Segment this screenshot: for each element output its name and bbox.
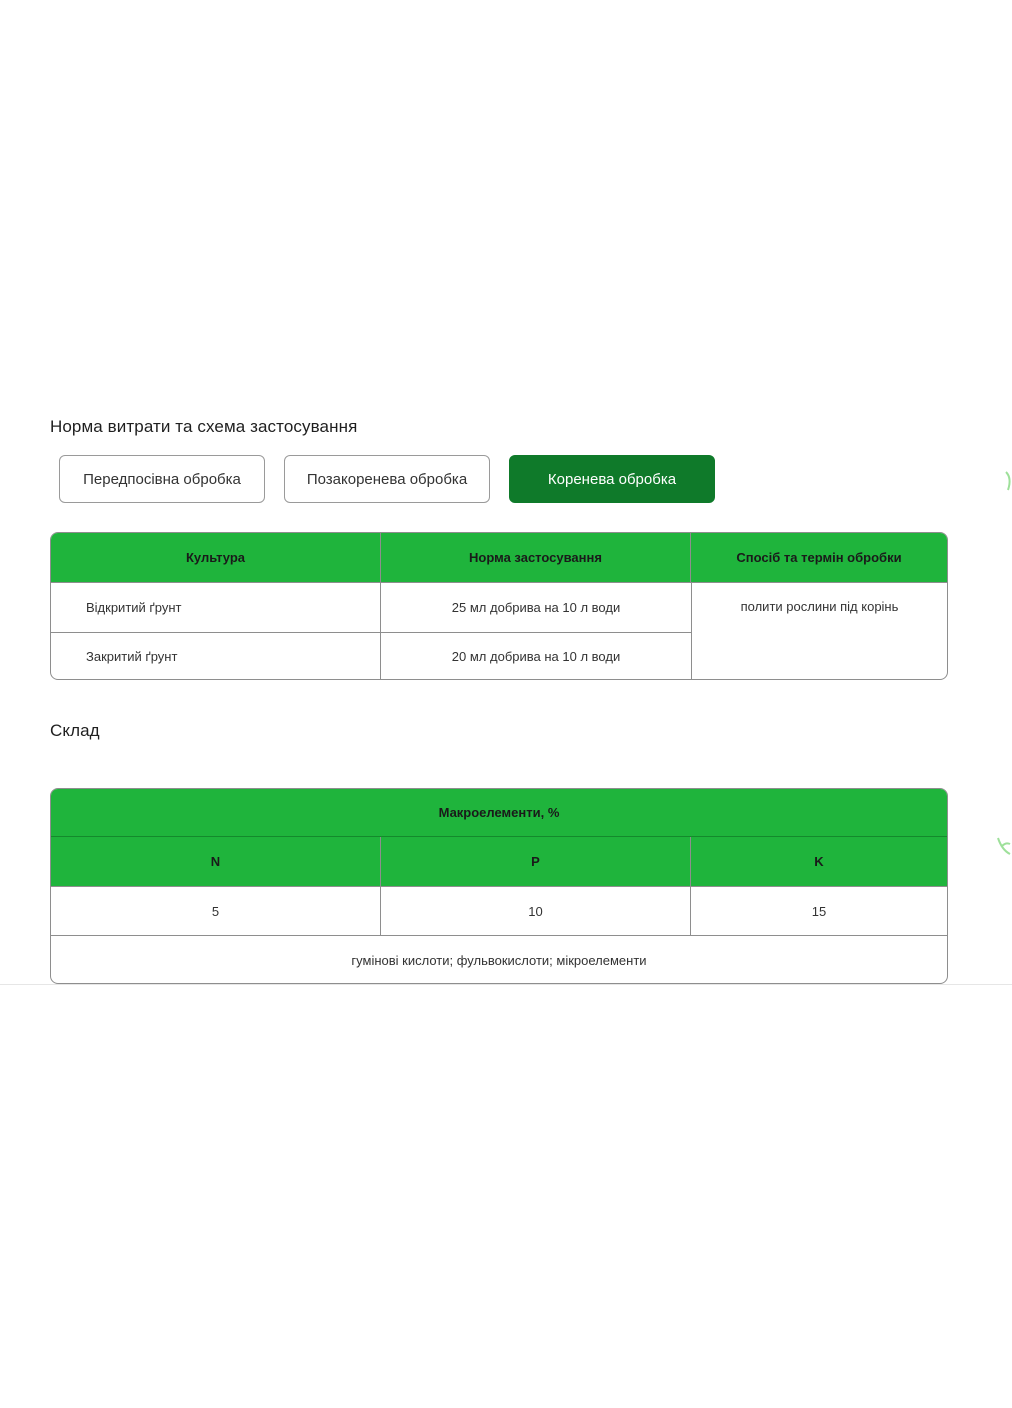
treatment-tabs bbox=[59, 455, 715, 503]
composition-section-title: Склад bbox=[50, 721, 100, 740]
culture-cell: Відкритий ґрунт bbox=[51, 583, 381, 632]
divider bbox=[0, 984, 1012, 985]
header-n: N bbox=[51, 837, 381, 886]
culture-cell: Закритий ґрунт bbox=[51, 633, 381, 681]
usage-table bbox=[50, 532, 948, 680]
leaf-icon bbox=[1004, 470, 1012, 496]
header-method: Спосіб та термін обробки bbox=[736, 550, 902, 565]
leaf-icon bbox=[996, 836, 1012, 862]
method-cell: полити рослини під корінь bbox=[691, 583, 947, 680]
usage-section-title: Норма витрати та схема застосування bbox=[50, 417, 358, 436]
header-rate: Норма застосування bbox=[381, 533, 691, 582]
value-n: 5 bbox=[51, 887, 381, 935]
value-p: 10 bbox=[381, 887, 691, 935]
table-header-row bbox=[51, 837, 947, 886]
header-p: P bbox=[381, 837, 691, 886]
header-culture: Культура bbox=[51, 533, 381, 582]
tab-root-treatment[interactable]: Коренева обробка bbox=[509, 455, 715, 503]
macroelements-header: Макроелементи, % bbox=[51, 789, 947, 837]
composition-table bbox=[50, 788, 948, 984]
rate-cell: 25 мл добрива на 10 л води bbox=[451, 599, 621, 615]
table-row bbox=[51, 632, 691, 681]
usage-rows bbox=[51, 583, 691, 680]
table-row bbox=[51, 886, 947, 935]
usage-table-body bbox=[51, 582, 947, 680]
rate-cell: 20 мл добрива на 10 л води bbox=[451, 648, 621, 664]
table-header-row bbox=[51, 533, 947, 582]
other-components: гумінові кислоти; фульвокислоти; мікроелементи bbox=[51, 935, 947, 984]
value-k: 15 bbox=[811, 903, 827, 919]
header-k: K bbox=[814, 854, 824, 869]
tab-foliar-treatment[interactable]: Позакоренева обробка bbox=[284, 455, 490, 503]
tab-presowing-treatment[interactable]: Передпосівна обробка bbox=[59, 455, 265, 503]
table-row bbox=[51, 583, 691, 632]
